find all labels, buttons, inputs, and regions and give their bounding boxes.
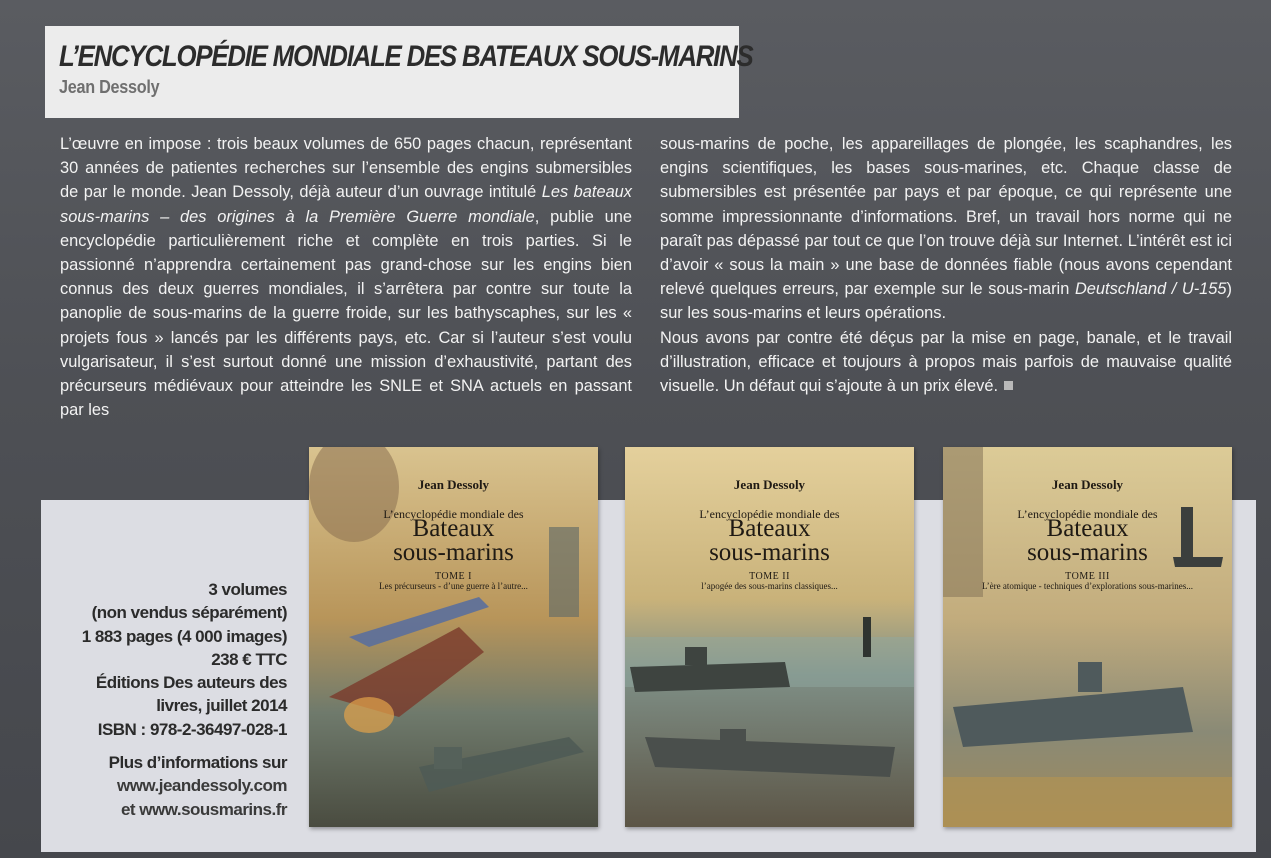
cover-series: L’encyclopédie mondiale des [699,507,840,521]
text-run: , publie une encyclopédie particulièrement riche et complète en trois parties. Si le passionné n’apprendra certainement pas grand-chose sur les engins bien connus des deux guerres mondiales, il s’arrêtera par contre sur toute la panoplie de sous-marins de la guerre froide, sur les bathyscaphes, sur les « projets fous » lancés par les différents pays, etc. Car si l’auteur s’est voulu vulgarisateur, il s’est surtout donné une mission d’exhaustivité, partant des précurseurs médiévaux pour atteindre les SNLE et SNA actuels en passant par les [60,207,632,420]
submarine-reference: Deutschland / U-155 [1074,280,1227,299]
cover-title-line-2: sous-marins [709,539,830,566]
article-paragraph [660,326,1232,399]
cover-title-line-2: sous-marins [393,539,514,566]
info-publisher-date: livres, juillet 2014 [156,696,287,716]
cover-title [943,517,1232,565]
cover-art [943,447,1232,827]
cover-subtitle: Les précurseurs - d’une guerre à l’autre... [379,581,528,591]
cover-title [625,517,914,565]
cover-art [309,447,598,827]
cover-title-line-1: Bateaux [1046,515,1129,542]
cover-author: Jean Dessoly [733,477,806,492]
info-volumes: 3 volumes [208,580,287,599]
info-more: Plus d’informations sur [108,753,287,773]
info-isbn: ISBN : 978-2-36497-028-1 [97,719,287,739]
info-url-1[interactable]: www.jeandessoly.com [116,776,287,796]
cover-series: L’encyclopédie mondiale des [1017,507,1158,521]
book-cover-tome-1 [309,447,598,827]
cover-title-line-1: Bateaux [412,515,495,542]
text-run: Nous avons par contre été déçus par la mise en page, banale, et le travail d’illustration, efficace et toujours à propos mais parfois de mauvaise qualité visuelle. Un défaut qui s’ajoute à un prix élevé. [660,328,1232,396]
article-paragraph [60,132,632,422]
text-run: ) sur les sous-marins et leurs opérations. [660,280,1233,323]
info-price: 238 € TTC [211,649,287,669]
article-column-left [60,132,632,422]
title-box [45,26,753,118]
book-cover-tome-3 [943,447,1232,827]
book-cover-tome-2 [625,447,914,827]
cover-series: L’encyclopédie mondiale des [383,507,524,521]
cover-title [309,517,598,565]
cover-author: Jean Dessoly [417,477,490,492]
cover-title-line-1: Bateaux [728,515,811,542]
article-column-right [660,132,1232,398]
cover-tome: TOME I [435,571,472,582]
cover-author: Jean Dessoly [1051,477,1124,492]
cover-art [625,447,914,827]
book-info [27,578,287,821]
cover-subtitle: L’ère atomique - techniques d’explorations sous-marines... [981,581,1194,591]
article-author: Jean Dessoly [59,77,160,97]
info-publisher: Éditions Des auteurs des [95,673,287,693]
info-pages: 1 883 pages (4 000 images) [81,626,287,646]
info-note: (non vendus séparément) [91,603,287,623]
info-url-2[interactable]: et www.sousmarins.fr [120,799,287,819]
cover-tome: TOME III [1065,571,1110,582]
cover-tome: TOME II [749,571,790,582]
text-run: sous-marins de poche, les appareillages de plongée, les scaphandres, les engins scientifiques, les bases sous-marines, etc. Chaque classe de submersibles est présentée par pays et par époque, ce qui représente une somme impressionnante d’informations. Bref, un travail hors norme qui ne paraît pas dépassé par tout ce que l’on trouve déjà sur Internet. L’intérêt est ici d’avoir « sous la main » une base de données fiable (nous avons cependant relevé quelques erreurs, par exemple sur le sous-marin [660,135,1232,299]
cover-title-line-2: sous-marins [1027,539,1148,566]
article-title: L’ENCYCLOPÉDIE MONDIALE DES BATEAUX SOUS-MARINS [59,40,753,73]
cover-subtitle: l’apogée des sous-marins classiques... [701,581,838,591]
article-paragraph [660,132,1232,326]
book-reference: Les bateaux sous-marins – des origines à la Première Guerre mondiale [60,183,632,226]
text-run: L’œuvre en impose : trois beaux volumes de 650 pages chacun, représentant 30 années de patientes recherches sur l’ensemble des engins submersibles de par le monde. Jean Dessoly, déjà auteur d’un ouvrage intitulé [60,135,632,202]
end-mark-icon [1004,381,1013,390]
